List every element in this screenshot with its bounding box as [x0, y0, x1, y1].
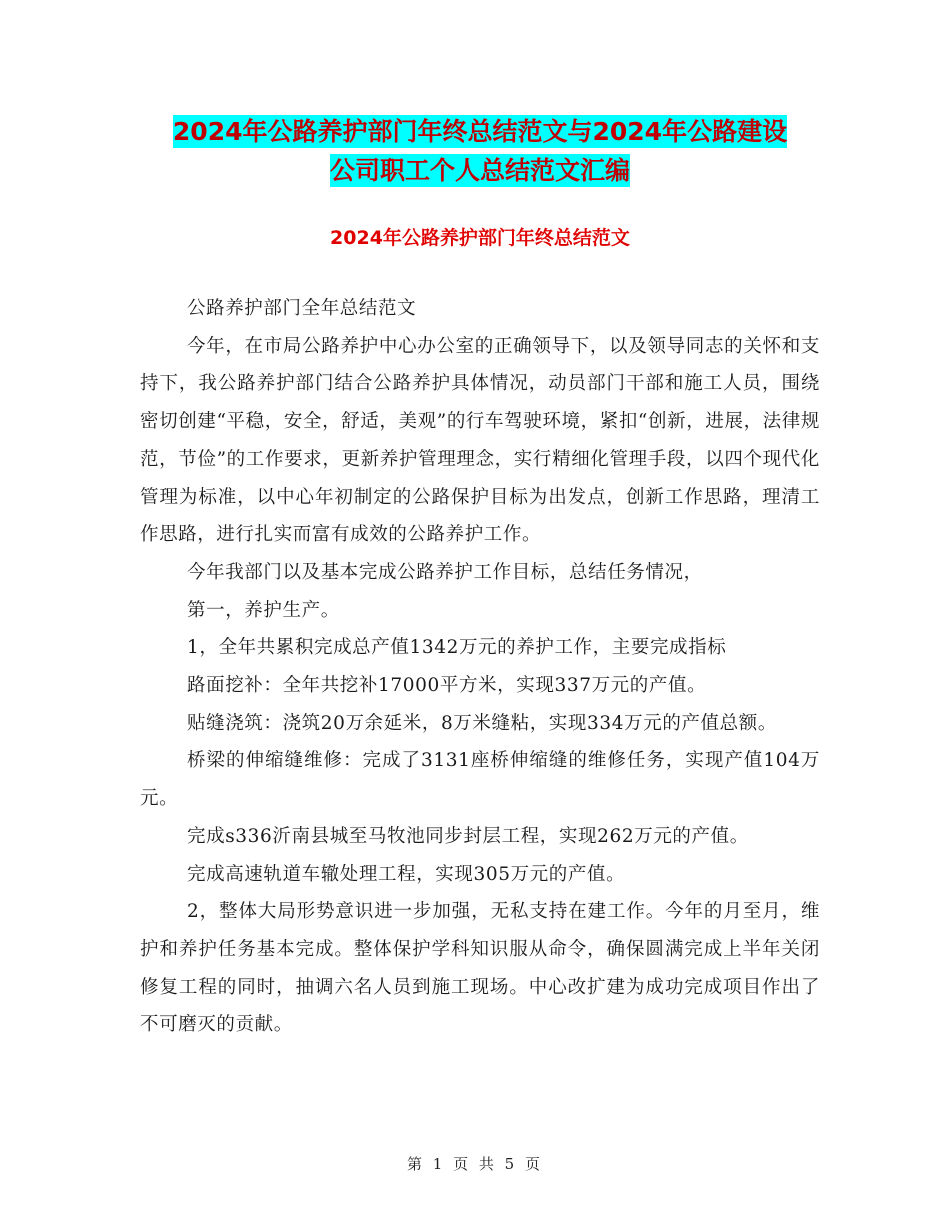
paragraph-heading-1: 第一，养护生产。 — [187, 599, 340, 621]
paragraph-pavement: 路面挖补：全年共挖补17000平方米，实现337万元的产值。 — [187, 675, 707, 697]
paragraph-crack-sealing: 贴缝浇筑：浇筑20万余延米，8万米缝粘，实现334万元的产值总额。 — [187, 712, 777, 734]
paragraph-subtitle: 公路养护部门全年总结范文 — [187, 298, 417, 319]
paragraph-bridge-joints: 桥梁的伸缩缝维修：完成了3131座桥伸缩缝的维修任务，实现产值104万元。 — [140, 750, 820, 810]
page-number-footer: 第 1 页 共 5 页 — [407, 1155, 543, 1173]
paragraph-item-2: 2，整体大局形势意识进一步加强，无私支持在建工作。今年的月至月，维护和养护任务基本完成。整体保护学科知识服从命令，确保圆满完成上半年关闭修复工程的同时，抽调六名人员到施工现场。中心改扩建为成功完成项目作出了不可磨灭的贡献。 — [140, 901, 820, 1036]
document-title — [140, 112, 820, 190]
paragraph-item-1: 1，全年共累积完成总产值1342万元的养护工作，主要完成指标 — [187, 637, 727, 659]
document-body — [140, 290, 820, 1044]
paragraph-summary: 今年我部门以及基本完成公路养护工作目标，总结任务情况， — [187, 561, 703, 583]
section-title: 2024年公路养护部门年终总结范文 — [330, 227, 630, 249]
document-title-line-1: 2024年公路养护部门年终总结范文与2024年公路建设 — [172, 117, 788, 146]
paragraph-s336: 完成s336沂南县城至马牧池同步封层工程，实现262万元的产值。 — [187, 825, 749, 847]
paragraph-intro: 今年，在市局公路养护中心办公室的正确领导下，以及领导同志的关怀和支持下，我公路养护部门结合公路养护具体情况，动员部门干部和施工人员，围绕密切创建“平稳，安全，舒适，美观”的行车驾驶环境，紧扣“创新，进展，法律规范，节俭”的工作要求，更新养护管理理念，实行精细化管理手段，以四个现代化管理为标准，以中心年初制定的公路保护目标为出发点，创新工作思路，理清工作思路，进行扎实而富有成效的公路养护工作。 — [140, 335, 820, 546]
paragraph-rut-treatment: 完成高速轨道车辙处理工程，实现305万元的产值。 — [187, 863, 626, 885]
document-title-line-2: 公司职工个人总结范文汇编 — [329, 156, 630, 185]
